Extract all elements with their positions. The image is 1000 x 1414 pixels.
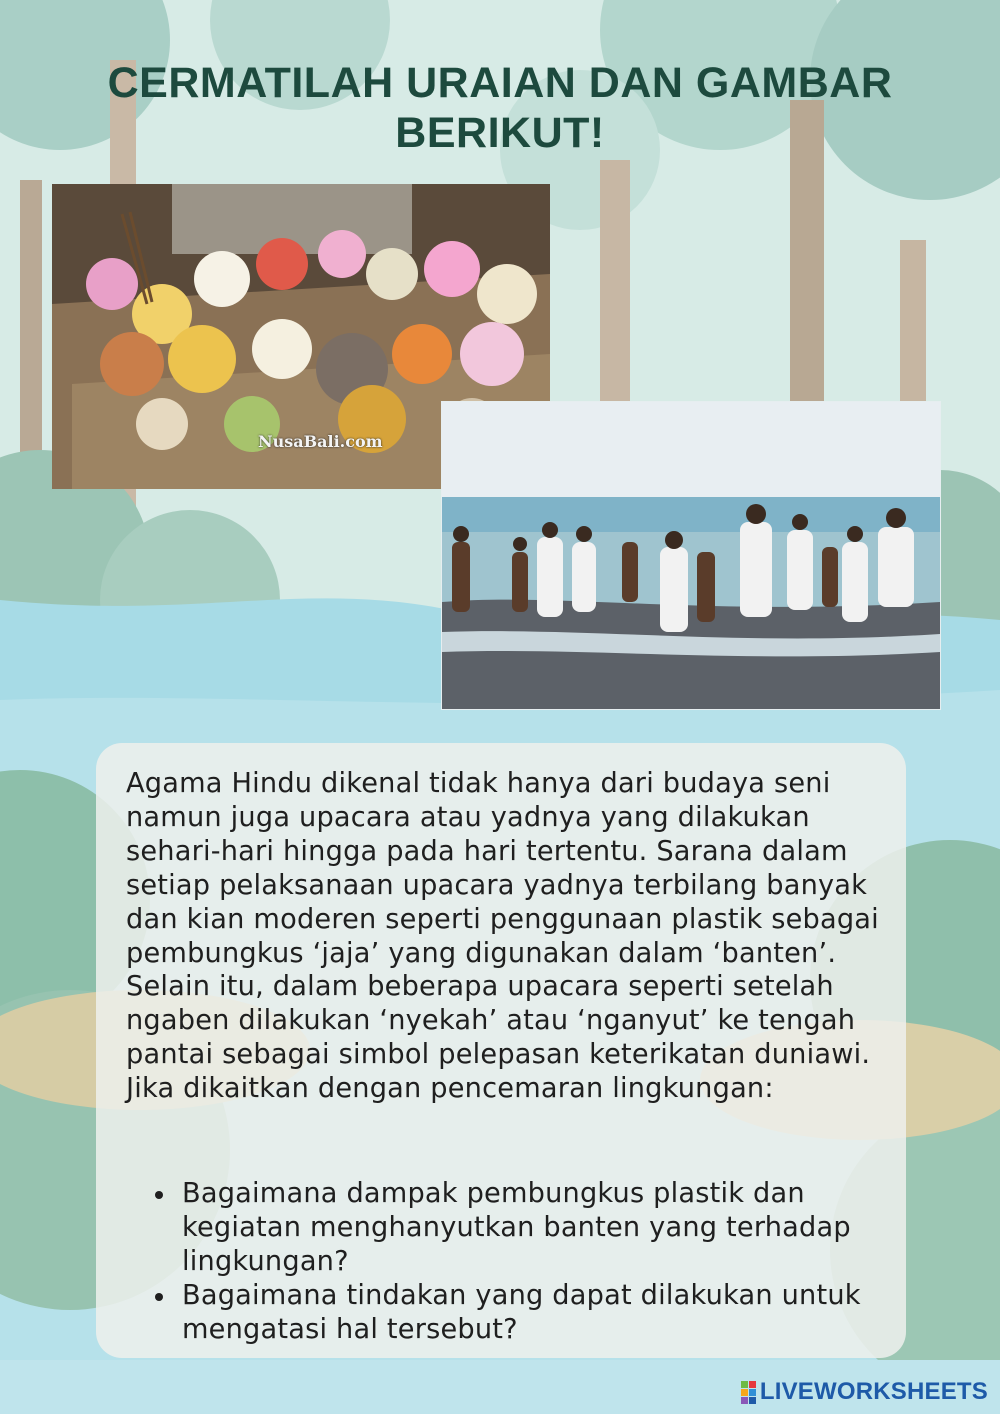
liveworksheets-icon [741, 1381, 756, 1404]
description-paragraph: Agama Hindu dikenal tidak hanya dari budaya seni namun juga upacara atau yadnya yang dilakukan sehari-hari hingga pada hari tertentu. Sarana dalam setiap pelaksanaan upacara yadnya terbilang banyak dan kian moderen seperti penggunaan plastik sebagai pembungkus ‘jaja’ yang digunakan dalam ‘banten’. Selain itu, dalam beberapa upacara seperti setelah ngaben dilakukan ‘nyekah’ atau ‘nganyut’ ke tengah pantai sebagai simbol pelepasan keterikatan duniawi. Jika dikaitkan dengan pencemaran lingkungan: [126, 768, 879, 1105]
list-item [182, 1177, 882, 1279]
list-item [182, 1279, 882, 1347]
bullet-icon [155, 1293, 163, 1301]
question-text: Bagaimana dampak pembungkus plastik dan kegiatan menghanyutkan banten yang terhadap lingkungan? [182, 1178, 851, 1277]
beach-ceremony-photo [441, 401, 941, 710]
question-list [182, 1177, 882, 1347]
photo-watermark: NusaBali.com [258, 432, 383, 451]
liveworksheets-logo [741, 1378, 988, 1406]
page-title: CERMATILAH URAIAN DAN GAMBAR BERIKUT! [107, 59, 893, 157]
brand-name: LIVEWORKSHEETS [759, 1378, 988, 1405]
bullet-icon [155, 1191, 163, 1199]
question-text: Bagaimana tindakan yang dapat dilakukan untuk mengatasi hal tersebut? [182, 1279, 861, 1345]
